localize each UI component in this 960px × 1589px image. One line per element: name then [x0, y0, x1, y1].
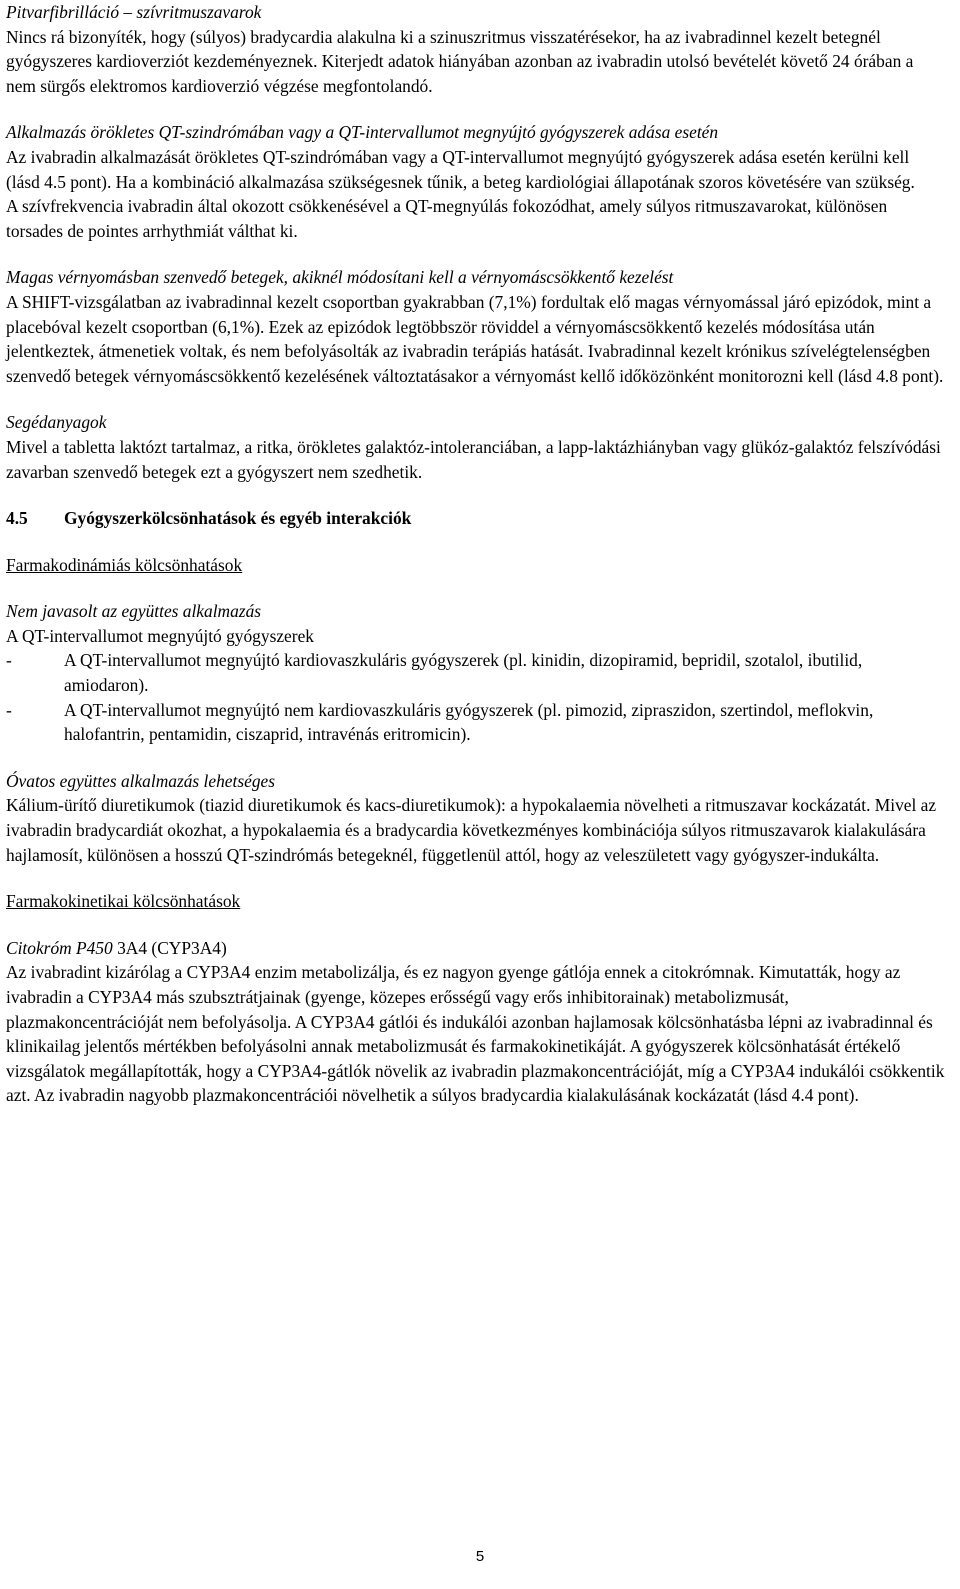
bullet-dash: -: [6, 650, 12, 671]
bullet-dash: -: [6, 699, 12, 720]
paragraph-qt-syndrome-2: A szívfrekvencia ivabradin által okozott csökkenésével a QT-megnyúlás fokozódhat, amely súlyos ritmuszavarokat, különösen torsades de pointes arrhythmiát válthat ki.: [6, 196, 888, 241]
qt-drugs-label: A QT-intervallumot megnyújtó gyógyszerek: [6, 625, 314, 646]
heading-4-5: [6, 506, 946, 531]
subsection-title-not-recommended: Nem javasolt az együttes alkalmazás: [6, 601, 262, 622]
heading-title: Gyógyszerkölcsönhatások és egyéb interakciók: [64, 508, 412, 529]
paragraph-cyp3a4: Az ivabradint kizárólag a CYP3A4 enzim metabolizálja, és ez nagyon gyenge gátlója ennek a citokrómnak. Kimutatták, hogy az ivabradin a CYP3A4 más szubsztrátjainak (gyenge, közepes erősségű vagy erős inhibitorainak) metabolizmusát, plazmakoncentrációját nem befolyásolja. A CYP3A4 gátlói és indukálói azonban hajlamosak kölcsönhatásba lépni az ivabradinnal és klinikailag jelentős mértékben befolyásolni annak metabolizmusát és farmakokinetikáját. A gyógyszerek kölcsönhatását értékelő vizsgálatok megállapították, hogy a CYP3A4-gátlók növelik az ivabradin plazmakoncentrációját, míg a CYP3A4 indukálói csökkentik azt. Az ivabradin nagyobb plazmakoncentrációi növelhetik a súlyos bradycardia kialakulásának kockázatát (lásd 4.4 pont).: [6, 962, 945, 1106]
paragraph-qt-syndrome-1: Az ivabradin alkalmazását örökletes QT-szindrómában vagy a QT-intervallumot megnyújtó gyógyszerek adása esetén kerülni kell (lásd 4.5 pont). Ha a kombináció alkalmazása szükségesnek tűnik, a beteg kardiológiai állapotának szoros követésére van szükség.: [6, 146, 915, 192]
section-title-excipients: Segédanyagok: [6, 412, 107, 433]
document-body: [6, 0, 946, 1108]
subsection-title-cyp3a4: [6, 936, 946, 961]
list-item: [6, 648, 946, 697]
cyp-title-italic: Citokróm P450: [6, 937, 113, 958]
section-title-pharmacokinetic: Farmakokinetikai kölcsönhatások: [6, 891, 241, 912]
paragraph-atrial-fibrillation: Nincs rá bizonyíték, hogy (súlyos) bradycardia alakulna ki a szinuszritmus visszatérésekor, ha az ivabradinnel kezelt betegnél gyógyszeres kardioverziót kezdeményeznek. Kiterjedt adatok hiányában azonban az ivabradin utolsó bevételét követő 24 órában a nem sürgős elektromos kardioverzió végzése megfontolandó.: [6, 26, 914, 96]
bullet-text: A QT-intervallumot megnyújtó kardiovaszkuláris gyógyszerek (pl. kinidin, dizopiramid, bepridil, szotalol, ibutilid, amiodaron).: [64, 650, 863, 696]
page-number: 5: [475, 1548, 485, 1565]
subsection-title-caution: Óvatos együttes alkalmazás lehetséges: [6, 770, 276, 791]
paragraph-hypertension: A SHIFT-vizsgálatban az ivabradinnal kezelt csoportban gyakrabban (7,1%) fordultak elő magas vérnyomással járó epizódok, mint a placebóval kezelt csoportban (6,1%). Ezek az epizódok legtöbbször röviddel a vérnyomáscsökkentő kezelés módosítása után jelentkeztek, átmenetiek voltak, és nem befolyásolták az ivabradin terápiás hatását. Ivabradinnal kezelt krónikus szívelégtelenségben szenvedő betegek vérnyomáscsökkentő kezelésének változtatásakor a vérnyomást kellő időközönként monitorozni kell (lásd 4.8 pont).: [6, 291, 944, 386]
bullet-text: A QT-intervallumot megnyújtó nem kardiovaszkuláris gyógyszerek (pl. pimozid, zipraszidon, szertindol, meflokvin, halofantrin, pentamidin, ciszaprid, intravénás eritromicin).: [64, 699, 874, 745]
paragraph-caution: Kálium-ürítő diuretikumok (tiazid diuretikumok és kacs-diuretikumok): a hypokalaemia növelheti a ritmuszavar kockázatát. Mivel az ivabradin bradycardiát okozhat, a hypokalaemia és a bradycardia következményes kombinációja súlyos ritmuszavarok kialakulására hajlamosít, különösen a hosszú QT-szindrómás betegeknél, függetlenül attól, hogy az veleszületett vagy gyógyszer-indukálta.: [6, 795, 937, 865]
section-title-qt-syndrome: Alkalmazás örökletes QT-szindrómában vagy a QT-intervallumot megnyújtó gyógyszerek adása esetén: [6, 122, 719, 143]
heading-number: 4.5: [6, 508, 28, 529]
section-title-pharmacodynamic: Farmakodinámiás kölcsönhatások: [6, 554, 243, 575]
section-title-atrial-fibrillation: Pitvarfibrilláció – szívritmuszavarok: [6, 2, 262, 22]
paragraph-excipients: Mivel a tabletta laktózt tartalmaz, a ritka, örökletes galaktóz-intoleranciában, a lapp-laktázhiányban vagy glükóz-galaktóz felszívódási zavarban szenvedő betegek ezt a gyógyszert nem szedhetik.: [6, 436, 941, 482]
cyp-title-rest: 3A4 (CYP3A4): [112, 937, 227, 958]
list-item: [6, 698, 946, 747]
section-title-hypertension: Magas vérnyomásban szenvedő betegek, akiknél módosítani kell a vérnyomáscsökkentő kezelést: [6, 267, 674, 288]
